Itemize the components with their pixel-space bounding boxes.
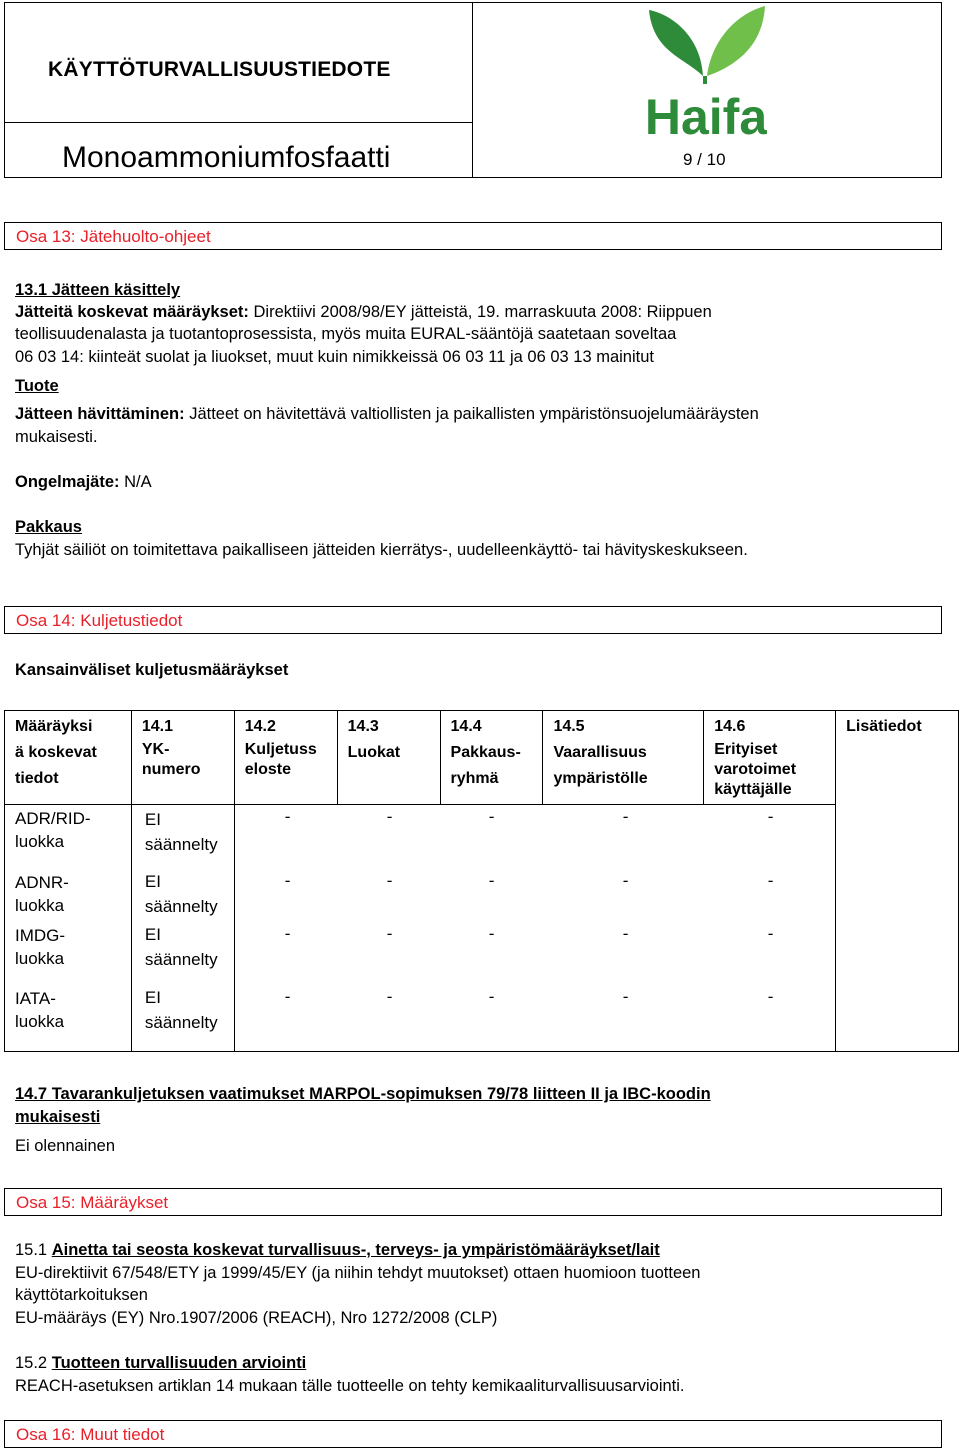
s13-pakkaus-heading: Pakkaus bbox=[15, 518, 82, 536]
s15-eu-regulation: EU-määräys (EY) Nro.1907/2006 (REACH), Nro 1272/2008 (CLP) bbox=[15, 1309, 498, 1327]
logo-text: Haifa bbox=[645, 89, 767, 140]
header-col3-line: Luokat bbox=[347, 744, 401, 761]
s13-hazard-label: Ongelmajäte: bbox=[15, 473, 120, 491]
row-adr-dash: - bbox=[488, 807, 495, 826]
row-iata-dash: - bbox=[386, 987, 393, 1006]
s13-subheading-waste: 13.1 Jätteen käsittely bbox=[15, 281, 181, 299]
row-adnr-un: EI säännelty bbox=[144, 872, 218, 916]
s15-reach-text: REACH-asetuksen artiklan 14 mukaan tälle tuotteelle on tehty kemikaaliturvallisuusarviointi. bbox=[15, 1377, 685, 1395]
s13-regulation-text: Direktiivi 2008/98/EY jätteistä, 19. marraskuuta 2008: Riippuen bbox=[248, 303, 712, 321]
values-cell bbox=[234, 805, 835, 1052]
header-col3-line: 14.3 bbox=[347, 718, 379, 735]
s13-disposal-label: Jätteen hävittäminen: bbox=[15, 405, 185, 423]
logo-leaf-stem bbox=[703, 76, 707, 84]
transport-header-row bbox=[5, 711, 959, 805]
s13-regulation-line bbox=[15, 301, 712, 323]
row-adr-un: EI säännelty bbox=[144, 810, 218, 854]
s14-marpol-heading-line1: 14.7 Tavarankuljetuksen vaatimukset MARPOL-sopimuksen 79/78 liitteen II ja IBC-koodin bbox=[15, 1085, 711, 1103]
transport-header-cell bbox=[131, 711, 234, 805]
section-13-title: Osa 13: Jätehuolto-ohjeet bbox=[16, 227, 211, 246]
transport-header-cell bbox=[5, 711, 132, 805]
row-adnr-dash: - bbox=[386, 871, 393, 890]
header-col0-line: tiedot bbox=[15, 770, 59, 787]
header-col6-line: varotoimet bbox=[714, 761, 797, 778]
header-col5-line: ympäristölle bbox=[553, 770, 648, 787]
haifa-logo bbox=[645, 2, 767, 140]
row-imdg-dash: - bbox=[386, 924, 393, 943]
row-adnr-label: ADNR- luokka bbox=[15, 873, 69, 915]
logo-leaf-left bbox=[649, 10, 703, 76]
header-line bbox=[4, 122, 473, 123]
s13-hazard-line bbox=[15, 471, 152, 493]
header-col2-line: eloste bbox=[244, 761, 291, 778]
row-iata-dash: - bbox=[767, 987, 774, 1006]
row-adnr-dash: - bbox=[767, 871, 774, 890]
s15-eu-directives: EU-direktiivit 67/548/ETY ja 1999/45/EY (ja niihin tehdyt muutokset) ottaen huomioon tuotteen bbox=[15, 1264, 701, 1282]
row-imdg-un: EI säännelty bbox=[144, 925, 218, 969]
section-14-title: Osa 14: Kuljetustiedot bbox=[16, 611, 183, 630]
row-iata-label: IATA- luokka bbox=[15, 989, 65, 1031]
header-col4-line: Pakkaus- bbox=[450, 744, 521, 761]
header-col0-line: Määräyksi bbox=[15, 718, 93, 735]
s13-pakkaus-text: Tyhjät säiliöt on toimitettava paikalliseen jätteiden kierrätys-, uudelleenkäyttö- tai hävityskeskukseen. bbox=[15, 541, 748, 559]
s15-sub1-line bbox=[15, 1239, 660, 1261]
transport-table bbox=[4, 710, 959, 1052]
s15-sub2-heading: Tuotteen turvallisuuden arviointi bbox=[51, 1354, 307, 1372]
row-adr-label: ADR/RID- luokka bbox=[15, 809, 91, 851]
header-col5-line: Vaarallisuus bbox=[553, 744, 647, 761]
header-col1-line: YK- bbox=[141, 741, 170, 758]
row-adr-dash: - bbox=[284, 807, 291, 826]
header-col6-line: käyttäjälle bbox=[714, 781, 792, 798]
s14-marpol-value: Ei olennainen bbox=[15, 1137, 115, 1155]
row-iata-dash: - bbox=[622, 987, 629, 1006]
row-adnr-dash: - bbox=[488, 871, 495, 890]
section-15-bar bbox=[4, 1188, 942, 1216]
row-iata-dash: - bbox=[284, 987, 291, 1006]
header-col1-line: numero bbox=[141, 761, 201, 778]
page-number: 9 / 10 bbox=[683, 150, 726, 169]
s13-tuote-heading: Tuote bbox=[15, 377, 59, 395]
document-title: KÄYTTÖTURVALLISUUSTIEDOTE bbox=[48, 58, 391, 81]
header-col1-line: 14.1 bbox=[141, 718, 173, 735]
row-adr-dash: - bbox=[622, 807, 629, 826]
transport-header-cell bbox=[440, 711, 543, 805]
s15-eu-directives-line2: käyttötarkoituksen bbox=[15, 1286, 148, 1304]
header-col7-line: Lisätiedot bbox=[846, 718, 922, 735]
row-iata-un: EI säännelty bbox=[144, 988, 218, 1032]
s15-sub1-heading: Ainetta tai seosta koskevat turvallisuus-, terveys- ja ympäristömääräykset/lait bbox=[51, 1241, 660, 1259]
header-col2-line: 14.2 bbox=[244, 718, 276, 735]
section-14-bar bbox=[4, 606, 942, 634]
s15-sub1-number: 15.1 bbox=[15, 1241, 48, 1259]
transport-header-cell bbox=[543, 711, 704, 805]
s15-sub2-number: 15.2 bbox=[15, 1354, 48, 1372]
s13-disposal-line bbox=[15, 403, 759, 425]
row-imdg-dash: - bbox=[622, 924, 629, 943]
s14-subtitle: Kansainväliset kuljetusmääräykset bbox=[15, 661, 289, 679]
s13-regulation-label: Jätteitä koskevat määräykset: bbox=[15, 303, 249, 321]
row-adr-dash: - bbox=[767, 807, 774, 826]
header-col4-line: 14.4 bbox=[450, 718, 482, 735]
row-adnr-dash: - bbox=[622, 871, 629, 890]
transport-header-cell bbox=[704, 711, 836, 805]
transport-header-cell bbox=[234, 711, 337, 805]
s14-marpol-heading-line2: mukaisesti bbox=[15, 1108, 101, 1126]
row-iata-dash: - bbox=[488, 987, 495, 1006]
header-col6-line: Erityiset bbox=[714, 741, 778, 758]
transport-header-cell bbox=[337, 711, 440, 805]
transport-body-row bbox=[5, 805, 959, 1052]
header-col6-line: 14.6 bbox=[714, 718, 746, 735]
header-col4-line: ryhmä bbox=[450, 770, 499, 787]
un-number-cell bbox=[131, 805, 234, 1052]
section-16-bar bbox=[4, 1420, 942, 1448]
row-imdg-dash: - bbox=[284, 924, 291, 943]
section-15-title: Osa 15: Määräykset bbox=[16, 1193, 169, 1212]
row-imdg-dash: - bbox=[488, 924, 495, 943]
header-col5-line: 14.5 bbox=[553, 718, 585, 735]
product-name: Monoammoniumfosfaatti bbox=[62, 141, 391, 174]
transport-classes-cell bbox=[5, 805, 132, 1052]
s13-disposal-text: Jätteet on hävitettävä valtiollisten ja paikallisten ympäristönsuojelumääräysten bbox=[184, 405, 759, 423]
header-col0-line: ä koskevat bbox=[15, 744, 97, 761]
section-13-bar bbox=[4, 222, 942, 250]
s13-disposal-line2: mukaisesti. bbox=[15, 428, 98, 446]
s13-regulation-line2: teollisuudenalasta ja tuotantoprosessista, myös muita EURAL-sääntöjä saatetaan soveltaa bbox=[15, 325, 677, 343]
s13-hazard-value: N/A bbox=[119, 473, 152, 491]
transport-header-cell bbox=[836, 711, 959, 1052]
section-16-title: Osa 16: Muut tiedot bbox=[16, 1425, 165, 1444]
logo-leaf-right bbox=[707, 6, 765, 76]
row-adnr-dash: - bbox=[284, 871, 291, 890]
s15-sub2-line bbox=[15, 1352, 306, 1374]
header-divider bbox=[472, 2, 473, 178]
header-col2-line: Kuljetuss bbox=[244, 741, 317, 758]
s13-regulation-line3: 06 03 14: kiinteät suolat ja liuokset, muut kuin nimikkeissä 06 03 11 ja 06 03 13 mainitut bbox=[15, 348, 654, 366]
row-adr-dash: - bbox=[386, 807, 393, 826]
row-imdg-dash: - bbox=[767, 924, 774, 943]
row-imdg-label: IMDG- luokka bbox=[15, 926, 66, 968]
